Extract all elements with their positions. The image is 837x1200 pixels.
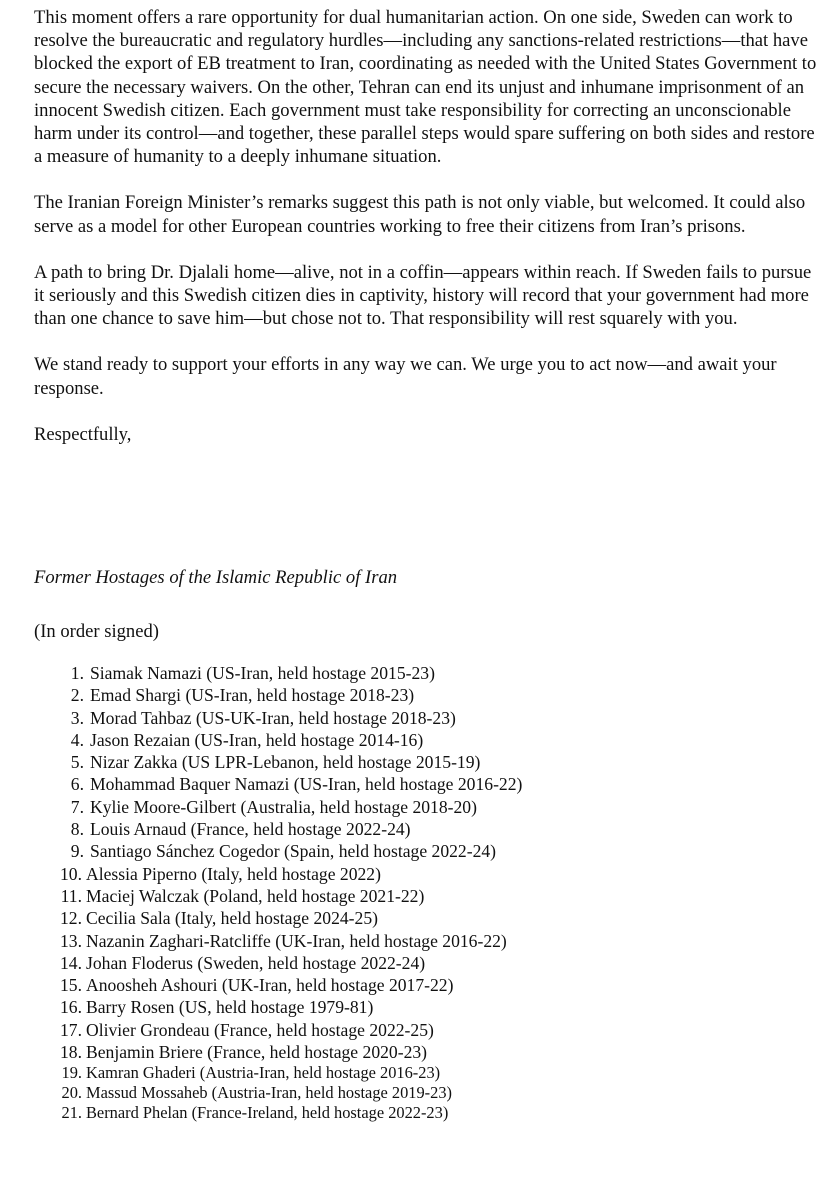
signer-text: Bernard Phelan (France-Ireland, held hostage 2022-23) [86, 1103, 449, 1123]
signer-number: 11. [60, 885, 82, 906]
signer-text: Anoosheh Ashouri (UK-Iran, held hostage 2017-22) [86, 975, 454, 996]
signer-number: 7. [70, 796, 84, 817]
signer-number: 2. [70, 685, 84, 706]
signer-item [34, 996, 522, 1018]
signer-text: Emad Shargi (US-Iran, held hostage 2018-23) [90, 685, 415, 706]
signer-item [34, 907, 522, 929]
signer-text: Kamran Ghaderi (Austria-Iran, held hostage 2016-23) [86, 1063, 441, 1083]
signer-item [34, 863, 522, 885]
signer-number: 8. [70, 819, 84, 840]
signer-text: Morad Tahbaz (US-UK-Iran, held hostage 2018-23) [90, 707, 456, 728]
signer-text: Massud Mossaheb (Austria-Iran, held hostage 2019-23) [86, 1083, 452, 1103]
signer-number: 18. [60, 1042, 82, 1063]
signer-number: 3. [70, 707, 84, 728]
signer-number: 1. [70, 663, 84, 683]
signer-item [34, 707, 522, 729]
signer-text: Nizar Zakka (US LPR-Lebanon, held hostage 2015-19) [90, 752, 481, 773]
signer-item [34, 952, 522, 974]
signer-item [34, 1083, 522, 1103]
signer-item [34, 1019, 522, 1041]
signer-number: 10. [60, 863, 82, 884]
signer-number: 17. [60, 1019, 82, 1040]
signer-text: Nazanin Zaghari-Ratcliffe (UK-Iran, held hostage 2016-22) [86, 930, 507, 951]
signer-text: Louis Arnaud (France, held hostage 2022-24) [90, 819, 411, 840]
signer-item [34, 974, 522, 996]
paragraph-foreign-minister-remarks: The Iranian Foreign Minister’s remarks suggest this path is not only viable, but welcomed. It could also serve as a model for other European countries working to free their citizens from Iran’s prisons. [34, 192, 806, 237]
signer-item [34, 729, 522, 751]
signer-item [34, 751, 522, 773]
signer-item [34, 840, 522, 862]
signer-number: 4. [70, 729, 84, 750]
signers-list [34, 662, 522, 1123]
signer-number: 9. [70, 841, 84, 862]
letter-page [34, 6, 824, 1123]
signer-text: Maciej Walczak (Poland, held hostage 2021-22) [86, 885, 425, 906]
signer-text: Santiago Sánchez Cogedor (Spain, held hostage 2022-24) [90, 841, 497, 862]
signer-text: Siamak Namazi (US-Iran, held hostage 2015-23) [90, 663, 435, 683]
signer-number: 21. [61, 1103, 82, 1123]
paragraph-path-home: A path to bring Dr. Djalali home—alive, not in a coffin—appears within reach. If Sweden fails to pursue it seriously and this Swedish citizen dies in captivity, history will record that your government had more than one chance to save him—but chose not to. That responsibility will rest squarely with you. [34, 261, 812, 330]
signer-text: Jason Rezaian (US-Iran, held hostage 2014-16) [90, 729, 424, 750]
signer-item [34, 773, 522, 795]
signer-item [34, 1103, 522, 1123]
signer-text: Olivier Grondeau (France, held hostage 2022-25) [86, 1019, 434, 1040]
signer-item [34, 662, 522, 684]
signer-number: 6. [70, 774, 84, 795]
signer-text: Barry Rosen (US, held hostage 1979-81) [86, 997, 374, 1018]
signer-number: 13. [60, 930, 82, 951]
signer-text: Kylie Moore-Gilbert (Australia, held hostage 2018-20) [90, 796, 477, 817]
signer-number: 5. [70, 752, 84, 773]
paragraph-ready-to-support: We stand ready to support your efforts in any way we can. We urge you to act now—and await your response. [34, 354, 777, 399]
signer-item [34, 1041, 522, 1063]
signer-item [34, 796, 522, 818]
signer-number: 16. [60, 997, 82, 1018]
signer-text: Benjamin Briere (France, held hostage 2020-23) [86, 1042, 428, 1063]
signer-number: 14. [60, 952, 82, 973]
signer-item [34, 930, 522, 952]
signer-text: Alessia Piperno (Italy, held hostage 2022) [86, 863, 381, 884]
signatory-group: Former Hostages of the Islamic Republic of Iran [34, 567, 398, 588]
signer-item [34, 818, 522, 840]
signer-number: 19. [61, 1063, 82, 1083]
signer-text: Johan Floderus (Sweden, held hostage 2022-24) [86, 952, 426, 973]
order-note: (In order signed) [34, 621, 159, 642]
signer-item [34, 684, 522, 706]
signer-text: Mohammad Baquer Namazi (US-Iran, held hostage 2016-22) [90, 774, 523, 795]
signer-number: 12. [60, 908, 82, 929]
paragraph-dual-humanitarian-action: This moment offers a rare opportunity for dual humanitarian action. On one side, Sweden can work to resolve the bureaucratic and regulatory hurdles—including any sanctions-related restrictions—that have blocked the export of EB treatment to Iran, coordinating as needed with the United States Government to secure the necessary waivers. On the other, Tehran can end its unjust and inhumane imprisonment of an innocent Swedish citizen. Each government must take responsibility for correcting an unconscionable harm under its control—and together, these parallel steps would spare suffering on both sides and restore a measure of humanity to a deeply inhumane situation. [34, 7, 817, 168]
signer-text: Cecilia Sala (Italy, held hostage 2024-25) [86, 908, 378, 929]
closing-salutation: Respectfully, [34, 423, 132, 445]
signer-item [34, 885, 522, 907]
signer-item [34, 1063, 522, 1083]
signer-number: 15. [60, 975, 82, 996]
signer-number: 20. [61, 1083, 82, 1103]
